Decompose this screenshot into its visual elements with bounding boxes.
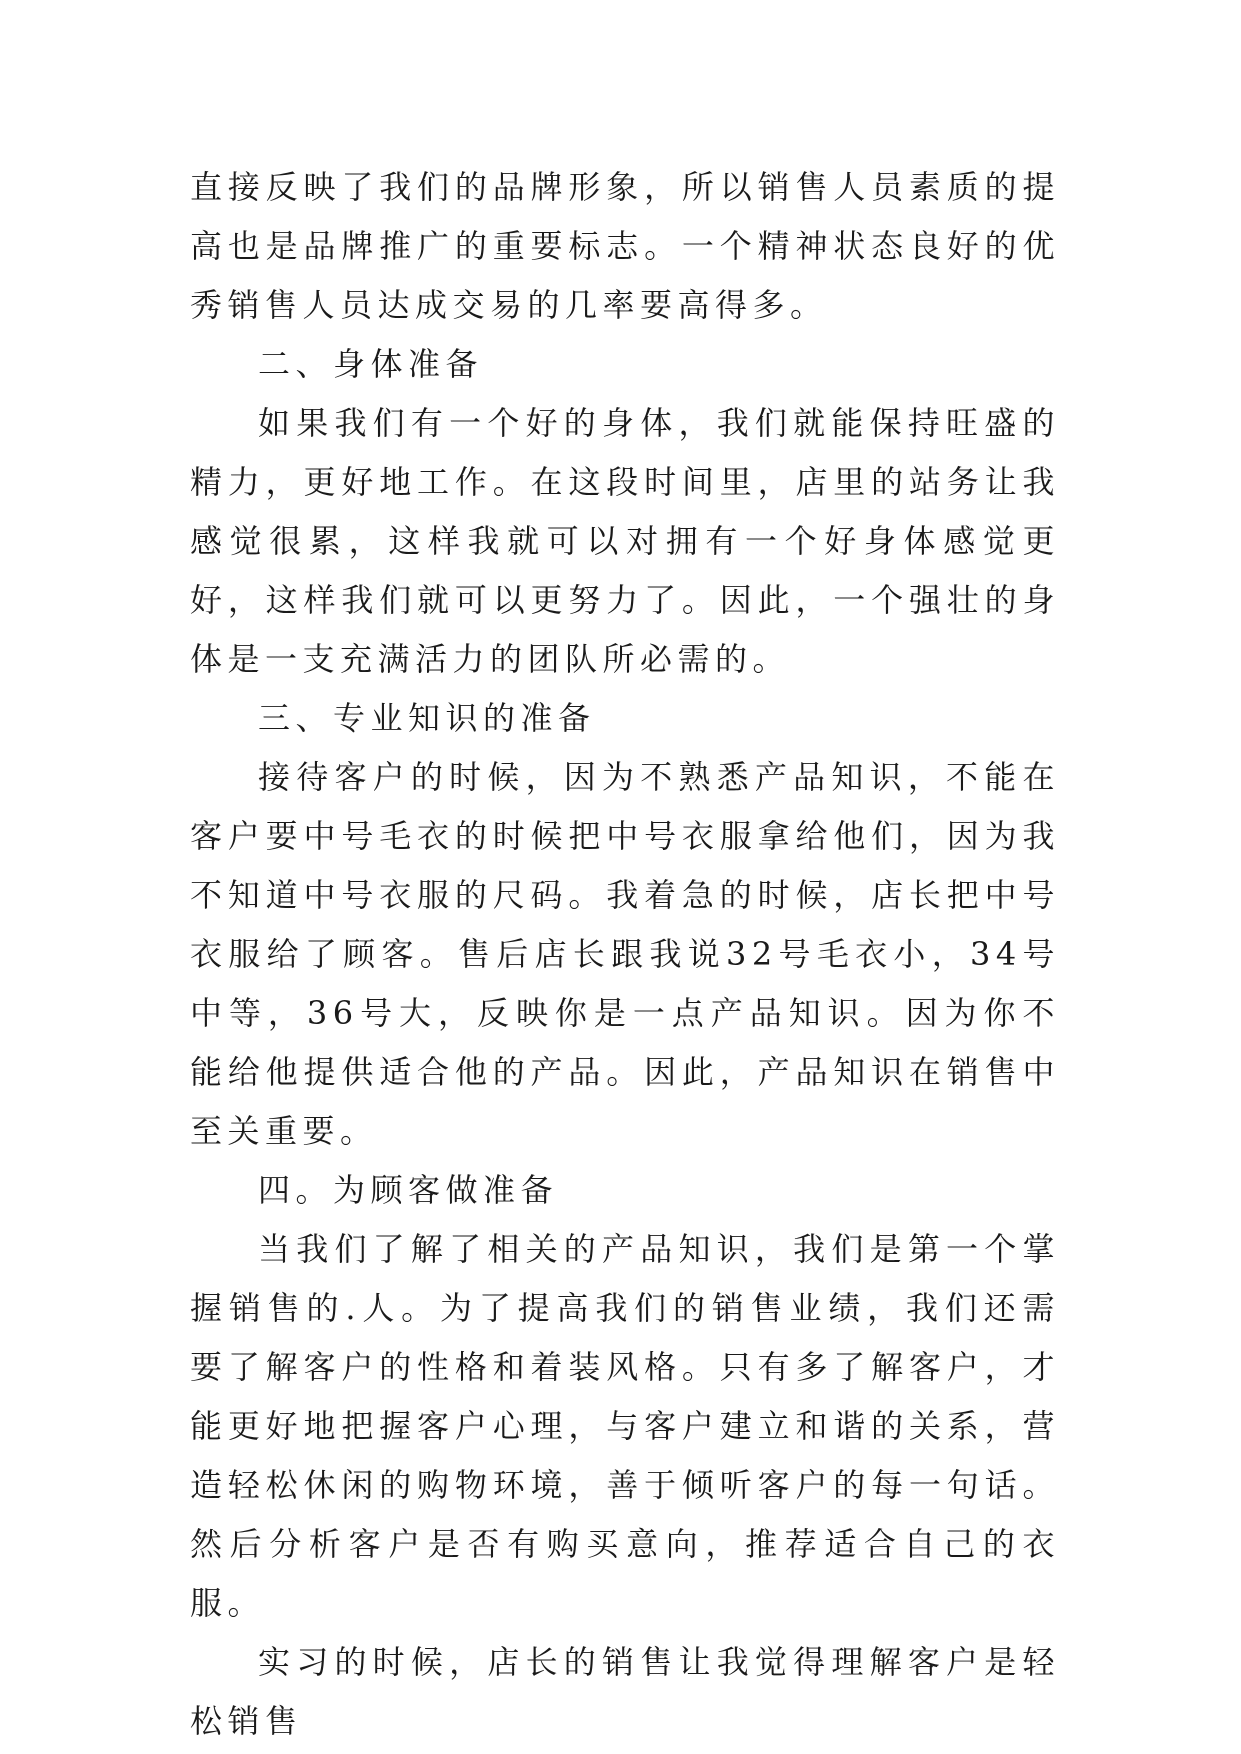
section-heading-physical: 二、身体准备 [258, 345, 484, 383]
paragraph-physical: 如果我们有一个好的身体，我们就能保持旺盛的精力，更好地工作。在这段时间里，店里的站务让我感觉很累，这样我就可以对拥有一个好身体感觉更好，这样我们就可以更努力了。因此，一个强壮的身体是一支充满活力的团队所必需的。 [190, 404, 1060, 678]
section-heading-knowledge: 三、专业知识的准备 [258, 699, 596, 737]
paragraph-knowledge: 接待客户的时候，因为不熟悉产品知识，不能在客户要中号毛衣的时候把中号衣服拿给他们，因为我不知道中号衣服的尺码。我着急的时候，店长把中号衣服给了顾客。售后店长跟我说32号毛衣小，34号中等，36号大，反映你是一点产品知识。因为你不能给他提供适合他的产品。因此，产品知识在销售中至关重要。 [190, 758, 1060, 1150]
paragraph-internship: 实习的时候，店长的销售让我觉得理解客户是轻松销售 [190, 1643, 1060, 1740]
paragraph-brand-image: 直接反映了我们的品牌形象，所以销售人员素质的提高也是品牌推广的重要标志。一个精神状态良好的优秀销售人员达成交易的几率要高得多。 [190, 168, 1060, 324]
section-heading-customer: 四。为顾客做准备 [258, 1171, 559, 1209]
document-body [190, 158, 1060, 1751]
paragraph-customer: 当我们了解了相关的产品知识，我们是第一个掌握销售的.人。为了提高我们的销售业绩，我们还需要了解客户的性格和着装风格。只有多了解客户，才能更好地把握客户心理，与客户建立和谐的关系，营造轻松休闲的购物环境，善于倾听客户的每一句话。然后分析客户是否有购买意向，推荐适合自己的衣服。 [190, 1230, 1060, 1622]
